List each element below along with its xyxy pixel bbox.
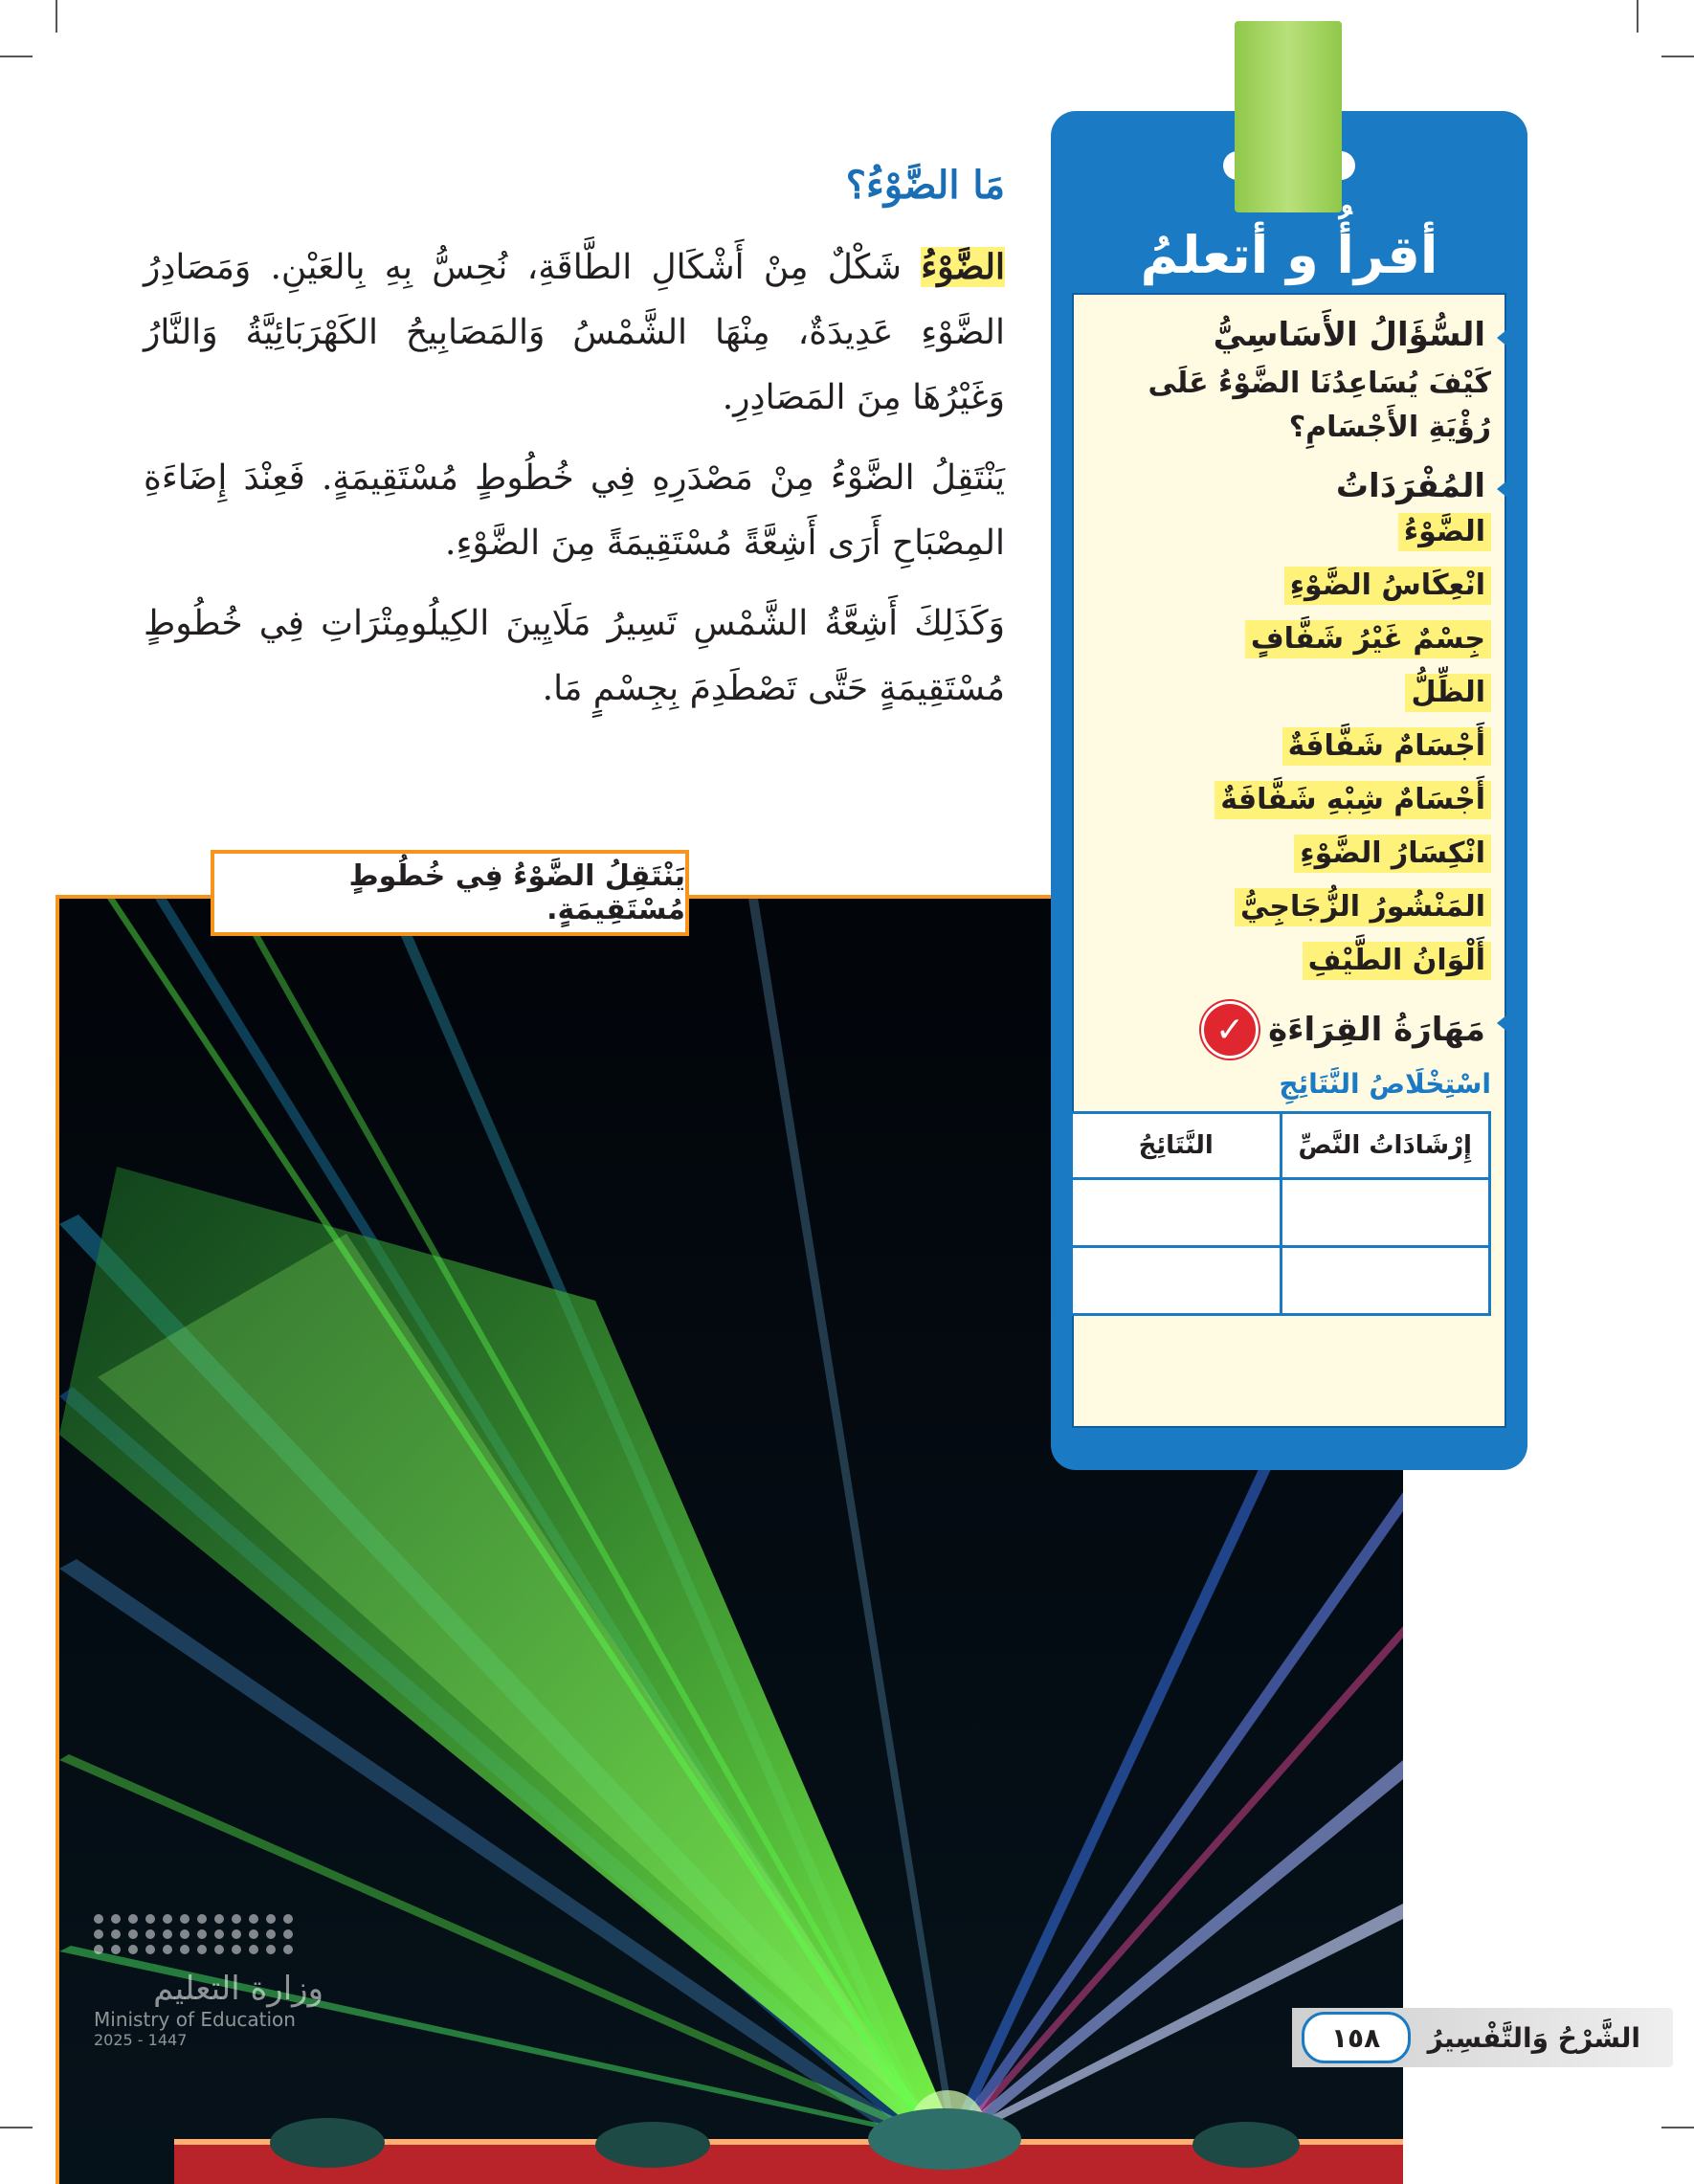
paragraph-straight-lines: يَنْتَقِلُ الضَّوْءُ مِنْ مَصْدَرِهِ فِي خُطُوطٍ مُسْتَقِيمَةٍ. فَعِنْدَ إِضَاءَةِ المِصْبَاحِ أَرَى أَشِعَّةً مُسْتَقِيمَةً مِنَ الضَّوْءِ. xyxy=(144,458,1005,563)
vocab-item: الظِّلُّ xyxy=(1087,674,1491,716)
building-dome xyxy=(868,2108,1021,2170)
vocabulary-heading: المُفْرَدَاتُ xyxy=(1087,467,1491,505)
page-footer xyxy=(1292,2008,1673,2067)
crop-mark xyxy=(56,0,57,33)
ministry-watermark xyxy=(94,1914,323,2049)
pointer-triangle-icon xyxy=(1497,477,1512,501)
vocab-item: أَجْسَامٌ شَفَّافَةٌ xyxy=(1087,727,1491,769)
building-dome xyxy=(595,2122,710,2168)
page-number: ١٥٨ xyxy=(1302,2012,1411,2063)
table-cell xyxy=(1281,1179,1490,1247)
vocab-item: انْكِسَارُ الضَّوْءِ xyxy=(1087,835,1491,877)
paragraph-definition xyxy=(144,234,1005,431)
reading-skill-name: اسْتِخْلَاصُ النَّتَائِجِ xyxy=(1279,1068,1491,1100)
table-cell xyxy=(1281,1247,1490,1315)
ministry-name-en: Ministry of Education xyxy=(94,2008,296,2031)
building-dome xyxy=(1192,2122,1300,2168)
panel-body xyxy=(1072,293,1506,1428)
table-cell xyxy=(1072,1247,1282,1315)
paragraph-text: شَكْلٌ مِنْ أَشْكَالِ الطَّاقَةِ، نُحِسُّ بِهِ بِالعَيْنِ. وَمَصَادِرُ الضَّوْءِ عَدِيدَةٌ، مِنْهَا الشَّمْسُ وَالمَصَابِيحُ الكَهْرَبَائِيَّةُ وَالنَّارُ وَغَيْرُهَا مِنَ المَصَادِرِ. xyxy=(144,248,1005,417)
panel-header: أقرأُ و أتعلمُ xyxy=(1140,225,1438,285)
ministry-year: 2025 - 1447 xyxy=(94,2031,188,2049)
section-label: الشَّرْحُ وَالتَّفْسِيرُ xyxy=(1427,2021,1640,2054)
table-header-text-clues: إِرْشَادَاتُ النَّصِّ xyxy=(1281,1113,1490,1179)
crop-mark xyxy=(1661,56,1694,57)
vocabulary-list xyxy=(1087,513,1491,984)
vocab-item: الضَّوْءُ xyxy=(1087,513,1491,555)
lesson-text xyxy=(144,163,1005,737)
crop-mark xyxy=(0,2127,33,2128)
checkmark-icon: ✓ xyxy=(1201,1001,1259,1059)
read-and-learn-panel xyxy=(1051,111,1527,1470)
building-dome xyxy=(270,2118,385,2168)
section-title: مَا الضَّوْءُ؟ xyxy=(845,163,1005,208)
reading-skill-heading: مَهَارَةُ القِرَاءَةِ ✓ xyxy=(1087,1001,1491,1059)
ministry-name-ar: وزارة التعليم xyxy=(153,1970,323,2008)
crop-mark xyxy=(0,56,33,57)
vocab-item: انْعِكَاسُ الضَّوْءِ xyxy=(1087,567,1491,609)
vocab-item: جِسْمٌ غَيْرُ شَفَّافٍ xyxy=(1087,620,1491,662)
paragraph-sun-rays: وَكَذَلِكَ أَشِعَّةُ الشَّمْسِ تَسِيرُ مَلَايِينَ الكِيلُومِتْرَاتِ فِي خُطُوطٍ مُسْتَقِيمَةٍ حَتَّى تَصْطَدِمَ بِجِسْمٍ مَا. xyxy=(144,604,1005,708)
vocab-item: أَلْوَانُ الطَّيْفِ xyxy=(1087,942,1491,984)
ministry-logo-icon xyxy=(94,1914,314,1954)
graphic-organizer-table xyxy=(1070,1111,1491,1316)
essential-question-heading: السُّؤَالُ الأَسَاسِيُّ xyxy=(1087,316,1491,354)
photo-caption: يَنْتَقِلُ الضَّوْءُ فِي خُطُوطٍ مُسْتَقِيمَةٍ. xyxy=(211,850,689,936)
vocab-item: أَجْسَامٌ شِبْهِ شَفَّافَةٌ xyxy=(1087,781,1491,823)
essential-question: كَيْفَ يُسَاعِدُنَا الضَّوْءُ عَلَى رُؤْيَةِ الأَجْسَامِ؟ xyxy=(1148,367,1491,444)
crop-mark xyxy=(1661,2127,1694,2128)
table-header-conclusions: النَّتَائِجُ xyxy=(1072,1113,1282,1179)
crop-mark xyxy=(1637,0,1638,33)
pointer-triangle-icon xyxy=(1497,1011,1512,1036)
vocab-item: المَنْشُورُ الزُّجَاجِيُّ xyxy=(1087,888,1491,930)
highlighted-term: الضَّوْءُ xyxy=(921,247,1005,287)
bookmark-ribbon xyxy=(1235,21,1342,212)
pointer-triangle-icon xyxy=(1497,325,1512,350)
table-cell xyxy=(1072,1179,1282,1247)
